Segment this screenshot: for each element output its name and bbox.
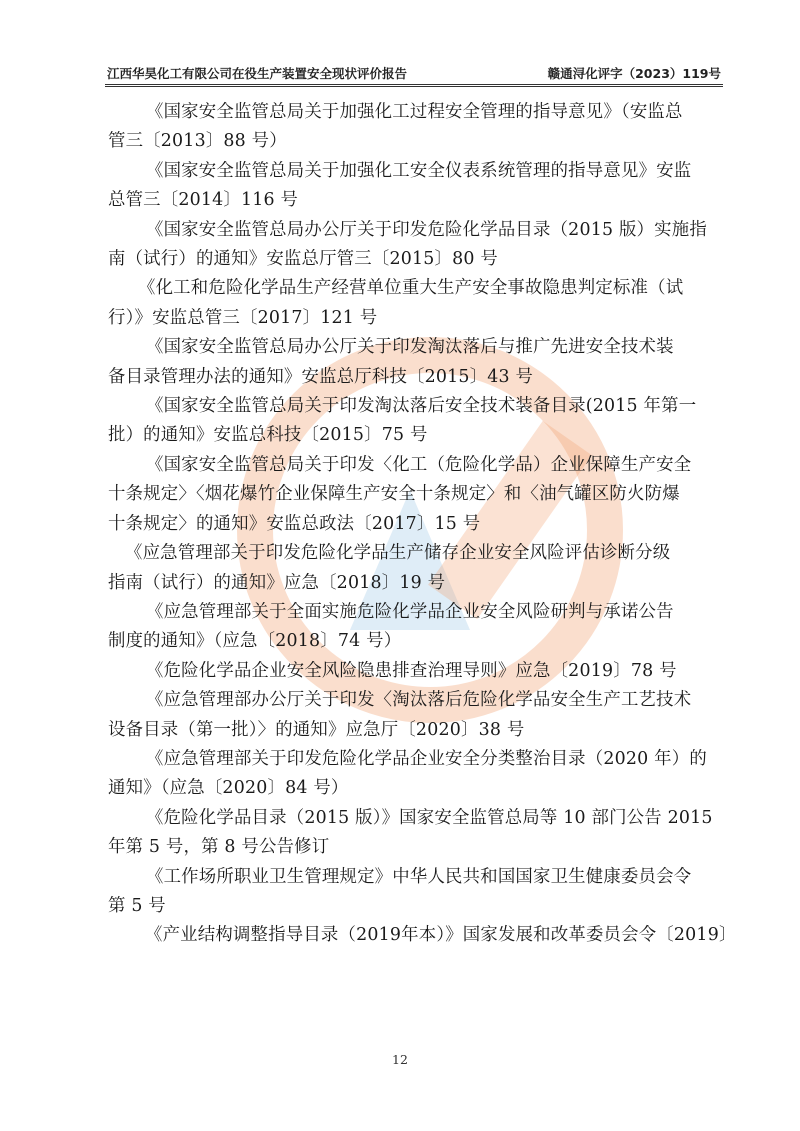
header-divider	[105, 84, 723, 85]
regulation-item: 《国家安全监管总局关于加强化工过程安全管理的指导意见》（安监总 管三〔2013〕88 号）	[108, 102, 683, 152]
regulation-item: 《国家安全监管总局关于印发〈化工（危险化学品）企业保障生产安全 十条规定〉〈烟花爆竹企业保障生产安全十条规定〉和〈油气罐区防火防爆 十条规定〉的通知》安监总政法〔2017〕15 号	[108, 454, 692, 534]
page-header	[107, 64, 721, 86]
page-number: 12	[392, 1052, 408, 1067]
regulation-item: 《国家安全监管总局关于加强化工安全仪表系统管理的指导意见》安监 总管三〔2014〕116 号	[108, 160, 692, 211]
regulation-item: 《应急管理部办公厅关于印发〈淘汰落后危险化学品安全生产工艺技术 设备目录（第一批）〉的通知》应急厅〔2020〕38 号	[108, 690, 692, 740]
regulation-item: 《产业结构调整指导目录（2019年本）》国家发展和改革委员会令〔2019〕	[145, 925, 737, 946]
header-document-number: 赣通浔化评字（2023）119号	[547, 66, 721, 81]
regulation-item: 《危险化学品目录（2015 版）》国家安全监管总局等 10 部门公告 2015 年第 5 号，第 8 号公告修订	[108, 807, 713, 858]
regulation-item: 《国家安全监管总局办公厅关于印发危险化学品目录（2015 版）实施指 南（试行）的通知》安监总厅管三〔2015〕80 号	[108, 219, 707, 270]
regulation-item: 《工作场所职业卫生管理规定》中华人民共和国国家卫生健康委员会令 第 5 号	[108, 866, 692, 916]
regulation-item: 《应急管理部关于印发危险化学品生产储存企业安全风险评估诊断分级 指南（试行）的通知》应急〔2018〕19 号	[108, 543, 671, 593]
regulation-item: 《国家安全监管总局关于印发淘汰落后安全技术装备目录(2015 年第一 批）的通知》安监总科技〔2015〕75 号	[108, 396, 697, 446]
regulation-list	[108, 98, 737, 951]
header-divider-secondary	[105, 86, 723, 87]
header-report-title: 江西华昊化工有限公司在役生产装置安全现状评价报告	[107, 66, 408, 81]
regulation-item: 《危险化学品企业安全风险隐患排查治理导则》应急〔2019〕78 号	[146, 660, 677, 681]
regulation-item: 《应急管理部关于印发危险化学品企业安全分类整治目录（2020 年）的 通知》（应急〔2020〕84 号）	[108, 748, 707, 799]
regulation-item: 《国家安全监管总局办公厅关于印发淘汰落后与推广先进安全技术装 备目录管理办法的通知》安监总厅科技〔2015〕43 号	[108, 337, 674, 387]
regulation-item: 《化工和危险化学品生产经营单位重大生产安全事故隐患判定标准（试 行）》安监总管三〔2017〕121 号	[108, 278, 684, 328]
regulation-item: 《应急管理部关于全面实施危险化学品企业安全风险研判与承诺公告 制度的通知》（应急〔2018〕74 号）	[108, 601, 674, 652]
